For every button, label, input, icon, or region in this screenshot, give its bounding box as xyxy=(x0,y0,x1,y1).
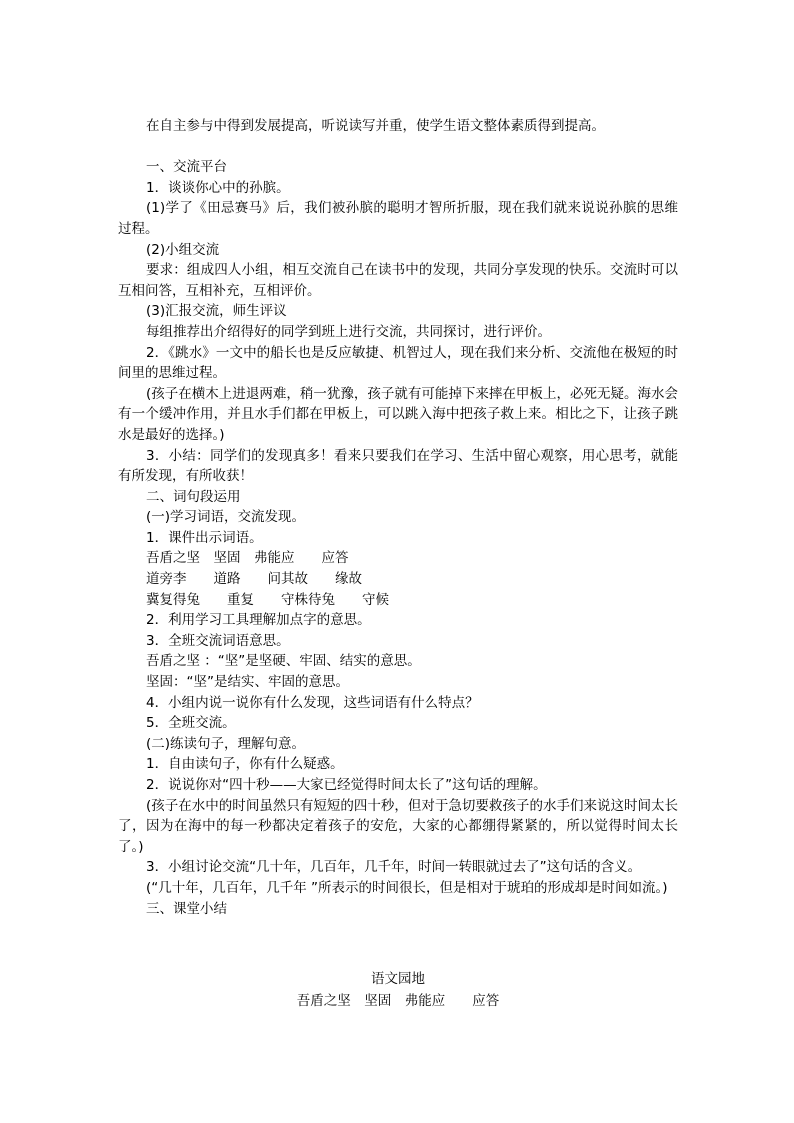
paragraph: (2)小组交流 xyxy=(146,241,220,258)
paragraph: 2．利用学习工具理解加点字的意思。 xyxy=(146,612,371,629)
section-heading-exchange-platform: 一、交流平台 xyxy=(146,159,227,176)
paragraph: 每组推荐出介绍得好的同学到班上进行交流，共同探讨，进行评价。 xyxy=(146,323,551,340)
paragraph: (1)学了《田忌赛马》后，我们被孙膑的聪明才智所折服，现在我们就来说说孙膑的思维过程。 xyxy=(118,200,678,237)
paragraph: 2．说说你对“四十秒——大家已经觉得时间太长了”这句话的理解。 xyxy=(146,777,547,793)
word-list-line: 吾盾之坚 坚固 弗能应 应答 xyxy=(146,550,349,567)
paragraph: (“几十年，几百年，几千年 ”所表示的时间很长，但是相对于琥珀的形成却是时间如流。) xyxy=(146,879,668,896)
paragraph: (孩子在水中的时间虽然只有短短的四十秒，但对于急切要救孩子的水手们来说这时间太长了，因为在海中的每一秒都决定着孩子的安危，大家的心都绷得紧紧的，所以觉得时间太长了。) xyxy=(118,797,678,855)
footer-section xyxy=(118,968,678,1012)
paragraph: 4．小组内说一说你有什么发现，这些词语有什么特点？ xyxy=(146,694,479,711)
paragraph: 1．谈谈你心中的孙膑。 xyxy=(146,179,290,196)
body-text xyxy=(118,116,678,919)
paragraph: 2．《跳水》一文中的船长也是反应敏捷、机智过人，现在我们来分析、交流他在极短的时间里的思维过程。 xyxy=(118,344,678,382)
paragraph: 吾盾之坚 ：“坚”是坚硬、牢固、结实的意思。 xyxy=(146,653,421,670)
paragraph: 1．课件出示词语。 xyxy=(146,529,263,546)
paragraph: 要求：组成四人小组，相互交流自己在读书中的发现，共同分享发现的快乐。交流时可以互相问答，互相补充，互相评价。 xyxy=(118,262,678,299)
paragraph: 1．自由读句子，你有什么疑惑。 xyxy=(146,756,344,773)
paragraph: (3)汇报交流，师生评议 xyxy=(146,303,287,320)
footer-title: 语文园地 xyxy=(371,971,425,987)
paragraph: 3．小结：同学们的发现真多！看来只要我们在学习、生活中留心观察，用心思考，就能有所发现，有所收获！ xyxy=(118,447,678,485)
paragraph: 3．全班交流词语意思。 xyxy=(146,632,290,649)
paragraph: (一)学习词语，交流发现。 xyxy=(146,509,306,526)
paragraph: (二)练读句子，理解句意。 xyxy=(146,735,306,752)
paragraph: 5．全班交流。 xyxy=(146,715,236,732)
section-heading-class-summary: 三、课堂小结 xyxy=(146,900,227,917)
footer-word-list: 吾盾之坚 坚固 弗能应 应答 xyxy=(296,993,500,1009)
word-list-line: 道旁李 道路 问其故 缘故 xyxy=(146,571,362,588)
paragraph: 3．小组讨论交流“几十年，几百年，几千年，时间一转眼就过去了”这句话的含义。 xyxy=(146,859,642,876)
paragraph: 坚固：“坚”是结实、牢固的意思。 xyxy=(146,674,349,691)
intro-paragraph: 在自主参与中得到发展提高，听说读写并重，使学生语文整体素质得到提高。 xyxy=(146,118,605,134)
word-list-line: 冀复得兔 重复 守株待兔 守候 xyxy=(146,591,389,608)
section-heading-word-usage: 二、词句段运用 xyxy=(146,488,241,505)
paragraph: (孩子在横木上进退两难，稍一犹豫，孩子就有可能掉下来摔在甲板上，必死无疑。海水会有一个缓冲作用，并且水手们都在甲板上，可以跳入海中把孩子救上来。相比之下，让孩子跳水是最好的选择。) xyxy=(118,385,678,443)
